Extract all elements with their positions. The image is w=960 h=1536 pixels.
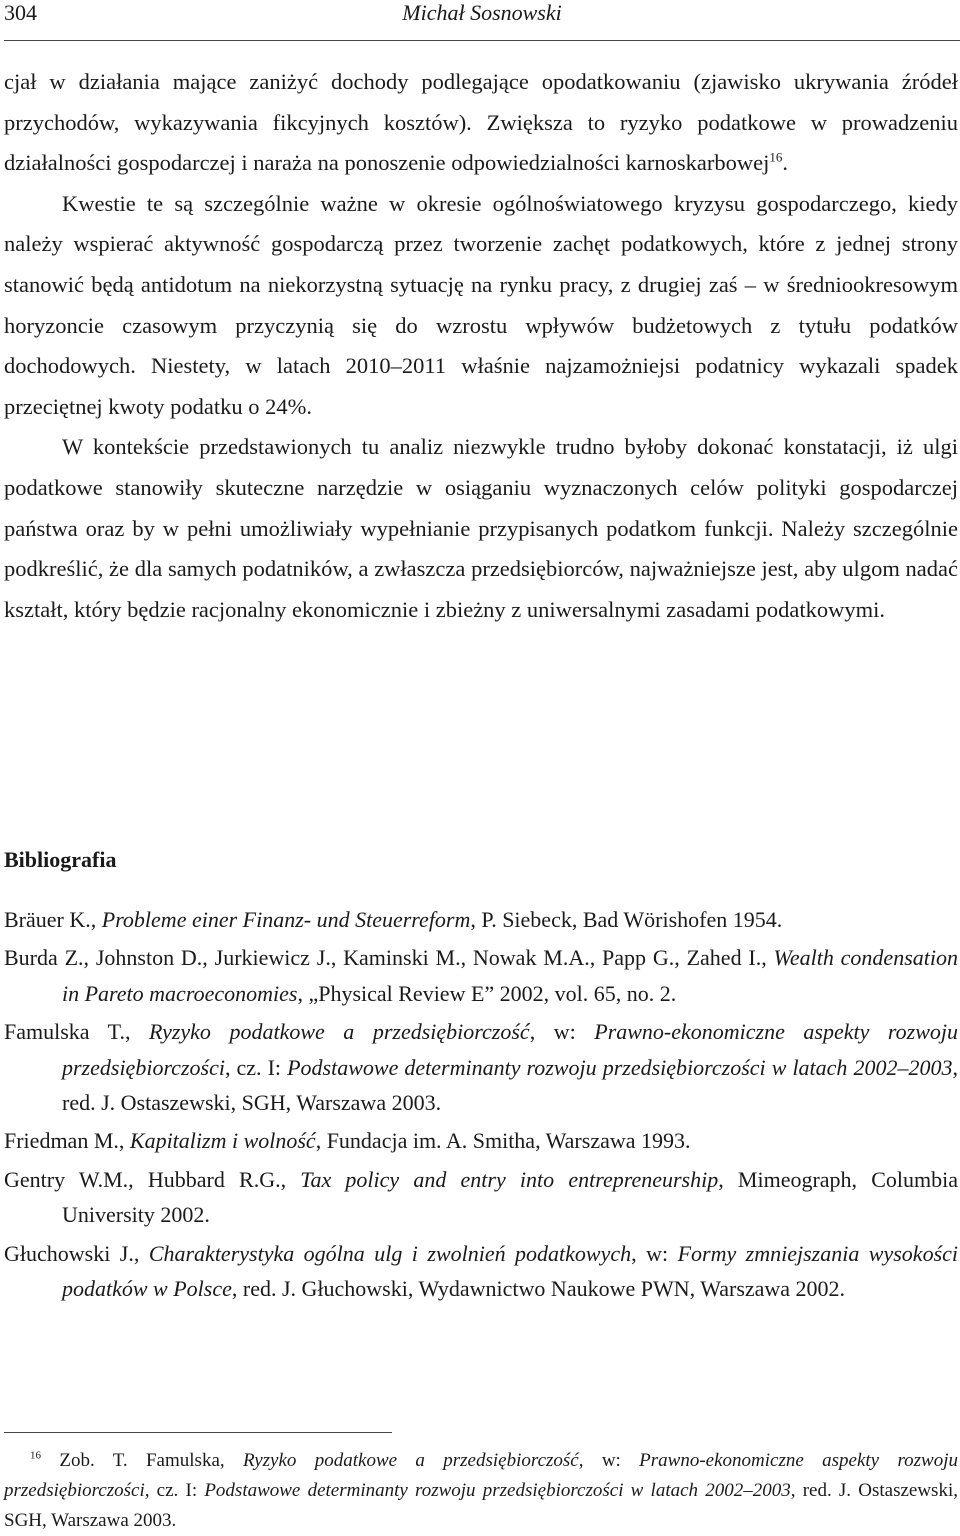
footnote-reference[interactable]: 16 [769,149,783,165]
footnote-connector: , w: [578,1450,640,1471]
bib-entry [4,1123,958,1158]
bib-connector: , cz. I: [224,1054,288,1080]
bib-title: Tax policy and entry into entrepreneurship [300,1166,719,1192]
page-number: 304 [4,0,37,25]
bib-entry [4,902,958,937]
bib-publication: , „Physical Review E” 2002, vol. 65, no. 2. [297,980,677,1006]
bibliography-list [4,902,958,1309]
bib-authors: Głuchowski J., [4,1240,149,1266]
footnote-title: Ryzyko podatkowe a przedsiębiorczość [242,1450,579,1471]
footnote [4,1446,958,1536]
bib-entry [4,940,958,1011]
bib-authors: Friedman M., [4,1128,130,1154]
paragraph-3: W kontekście przedstawionych tu analiz niezwykle trudno byłoby dokonać konstatacji, iż ulgi podatkowe stanowiły skuteczne narzędzie w osiąganiu wyznaczonych celów polityki gospodarczej państwa oraz by w pełni umożliwiały wypełnianie przypisanych podatkom funkcji. Należy szczególnie podkreślić, że dla samych podatników, a zwłaszcza przedsiębiorców, najważniejsze jest, aby ulgom nadać kształt, który będzie racjonalny ekonomicznie i zbieżny z uniwersalnymi zasadami podatkowymi. [4,434,958,622]
paragraph-1-end: . [782,150,788,176]
paragraph-1-text: cjał w działania mające zaniżyć dochody podlegające opodatkowaniu (zjawisko ukrywania źródeł przychodów, wykazywania fikcyjnych kosztów). Zwiększa to ryzyko podatkowe w prowadzeniu działalności gospodarczej i naraża na ponoszenie odpowiedzialności karnoskarbowej [4,69,958,176]
bib-title: Probleme einer Finanz- und Steuerreform [101,907,471,932]
running-head-author: Michał Sosnowski [402,0,562,25]
bib-entry [4,1162,958,1233]
footnote-connector: , cz. I: [144,1480,205,1501]
bib-title: Wealth condensation in Pareto macroeconomies [62,945,958,1006]
bib-publication: , P. Siebeck, Bad Wörishofen 1954. [470,907,783,932]
bib-entry [4,1014,958,1120]
bib-connector: , w: [529,1019,595,1045]
bib-title: Charakterystyka ogólna ulg i zwolnień podatkowych [148,1240,632,1266]
paragraph-2: Kwestie te są szczególnie ważne w okresie ogólnoświatowego kryzysu gospodarczego, kiedy należy wspierać aktywność gospodarczą przez tworzenie zachęt podatkowych, które z jednej strony stanowić będą antidotum na niekorzystną sytuację na rynku pracy, z drugiej zaś – w średniookresowym horyzoncie czasowym przyczynią się do wzrostu wpływów budżetowych z tytułu podatków dochodowych. Niestety, w latach 2010–2011 właśnie najzamożniejsi podatnicy wykazali spadek przeciętnej kwoty podatku o 24%. [4,190,958,419]
bib-authors: Gentry W.M., Hubbard R.G., [4,1166,301,1192]
bib-publication: , Fundacja im. A. Smitha, Warszawa 1993. [315,1128,691,1154]
footnote-lead: Zob. T. Famulska, [41,1450,243,1471]
bibliography-heading: Bibliografia [4,847,117,872]
footnote-number: 16 [30,1449,41,1462]
footnote-publication: , red. J. Ostaszewski, SGH, Warszawa 2003. [4,1480,958,1531]
bib-book-title: Formy zmniejszania wysokości podatków w Polsce [62,1240,959,1302]
footnote-book-title: Prawno-ekonomiczne aspekty rozwoju przedsiębiorczości [4,1450,958,1501]
footnote-divider [4,1432,392,1433]
page-header [4,0,960,41]
bib-connector: , w: [631,1240,678,1266]
bib-authors: Burda Z., Johnston D., Jurkiewicz J., Kaminski M., Nowak M.A., Papp G., Zahed I., [4,945,774,971]
bib-authors: Famulska T., [4,1019,150,1045]
footnote-subtitle: Podstawowe determinanty rozwoju przedsiębiorczości w latach 2002–2003 [204,1480,791,1501]
paragraph-1 [4,62,958,184]
body-text [4,62,958,630]
bib-title: Kapitalizm i wolność [129,1128,316,1154]
bib-subtitle: Podstawowe determinanty rozwoju przedsiębiorczości w latach 2002–2003 [287,1054,953,1080]
bib-authors: Bräuer K., [4,907,102,932]
bib-publication: , red. J. Głuchowski, Wydawnictwo Naukowe PWN, Warszawa 2002. [231,1276,846,1302]
bib-publication: , red. J. Ostaszewski, SGH, Warszawa 2003. [62,1054,958,1116]
bib-book-title: Prawno-ekonomiczne aspekty rozwoju przedsiębiorczości [62,1019,958,1080]
bib-publication: , Mimeograph, Columbia University 2002. [62,1166,959,1228]
bib-entry [4,1236,958,1307]
bib-title: Ryzyko podatkowe a przedsiębiorczość [149,1019,530,1045]
